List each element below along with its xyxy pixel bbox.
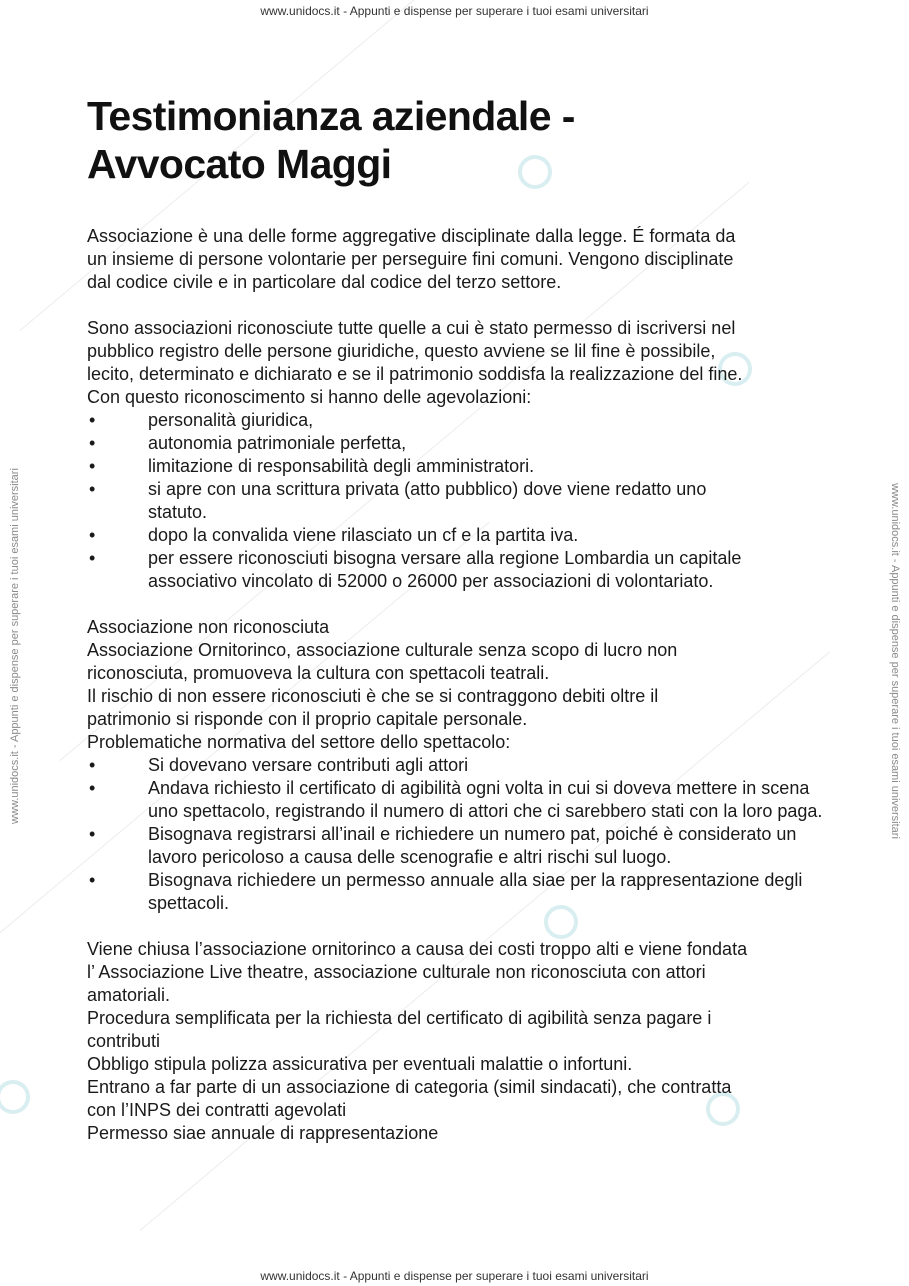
intro-paragraph — [87, 225, 827, 294]
title-line-1: Testimonianza aziendale - — [87, 93, 575, 139]
text-line: Associazione è una delle forme aggregative disciplinate dalla legge. É formata da — [87, 226, 736, 246]
benefits-list — [87, 409, 777, 593]
list-item: • autonomia patrimoniale perfetta, — [87, 432, 777, 455]
text-line: pubblico registro delle persone giuridiche, questo avviene se lil fine è possibile, — [87, 341, 716, 361]
problems-list — [87, 754, 827, 915]
page-title — [87, 92, 827, 188]
text-line: l’ Associazione Live theatre, associazione culturale non riconosciuta con attori — [87, 962, 706, 982]
list-item: • Si dovevano versare contributi agli attori — [87, 754, 827, 777]
text-line: Associazione non riconosciuta — [87, 617, 330, 637]
recognized-paragraph — [87, 317, 827, 409]
list-item: • per essere riconosciuti bisogna versare alla regione Lombardia un capitale associativo vincolato di 52000 o 26000 per associazioni di volontariato. — [87, 547, 777, 593]
text-line: Entrano a far parte di un associazione di categoria (simil sindacati), che contratta — [87, 1077, 732, 1097]
list-item: • dopo la convalida viene rilasciato un cf e la partita iva. — [87, 524, 777, 547]
list-item: • limitazione di responsabilità degli amministratori. — [87, 455, 777, 478]
text-line: Viene chiusa l’associazione ornitorinco a causa dei costi troppo alti e viene fondata — [87, 939, 748, 959]
text-line: Permesso siae annuale di rappresentazione — [87, 1123, 439, 1143]
list-item: • si apre con una scrittura privata (atto pubblico) dove viene redatto uno statuto. — [87, 478, 748, 524]
text-line: Associazione Ornitorinco, associazione culturale senza scopo di lucro non — [87, 640, 678, 660]
text-line: lecito, determinato e dichiarato e se il patrimonio soddisfa la realizzazione del fine. — [87, 364, 743, 384]
list-item: • Bisognava registrarsi all’inail e richiedere un numero pat, poiché è considerato un lavoro pericoloso a causa delle scenografie e altri rischi sul luogo. — [87, 823, 827, 869]
text-line: Il rischio di non essere riconosciuti è che se si contraggono debiti oltre il — [87, 686, 659, 706]
text-line: riconosciuta, promuoveva la cultura con spettacoli teatrali. — [87, 663, 550, 683]
side-watermark-right: www.unidocs.it - Appunti e dispense per superare i tuoi esami universitari — [889, 483, 901, 839]
header-watermark: www.unidocs.it - Appunti e dispense per superare i tuoi esami universitari — [260, 4, 649, 18]
text-line: Problematiche normativa del settore dello spettacolo: — [87, 732, 511, 752]
text-line: dal codice civile e in particolare dal codice del terzo settore. — [87, 272, 562, 292]
text-line: patrimonio si risponde con il proprio capitale personale. — [87, 709, 528, 729]
text-line: Procedura semplificata per la richiesta del certificato di agibilità senza pagare i — [87, 1008, 712, 1028]
text-line: Con questo riconoscimento si hanno delle agevolazioni: — [87, 387, 532, 407]
text-line: contributi — [87, 1031, 161, 1051]
footer-watermark: www.unidocs.it - Appunti e dispense per superare i tuoi esami universitari — [260, 1269, 649, 1283]
title-line-2: Avvocato Maggi — [87, 141, 392, 187]
watermark-logo-icon — [0, 1080, 30, 1114]
side-watermark-left: www.unidocs.it - Appunti e dispense per superare i tuoi esami universitari — [9, 468, 21, 824]
document-body — [87, 92, 827, 1145]
text-line: un insieme di persone volontarie per perseguire fini comuni. Vengono disciplinate — [87, 249, 734, 269]
list-item: • Andava richiesto il certificato di agibilità ogni volta in cui si doveva mettere in scena uno spettacolo, registrando il numero di attori che ci sarebbero stati con la loro paga. — [87, 777, 827, 823]
text-line: amatoriali. — [87, 985, 171, 1005]
unrecognized-paragraph — [87, 616, 827, 754]
list-item: • Bisognava richiedere un permesso annuale alla siae per la rappresentazione degli spettacoli. — [87, 869, 827, 915]
list-item: • personalità giuridica, — [87, 409, 777, 432]
closing-paragraph — [87, 938, 827, 1145]
text-line: Sono associazioni riconosciute tutte quelle a cui è stato permesso di iscriversi nel — [87, 318, 736, 338]
text-line: con l’INPS dei contratti agevolati — [87, 1100, 347, 1120]
text-line: Obbligo stipula polizza assicurativa per eventuali malattie o infortuni. — [87, 1054, 633, 1074]
